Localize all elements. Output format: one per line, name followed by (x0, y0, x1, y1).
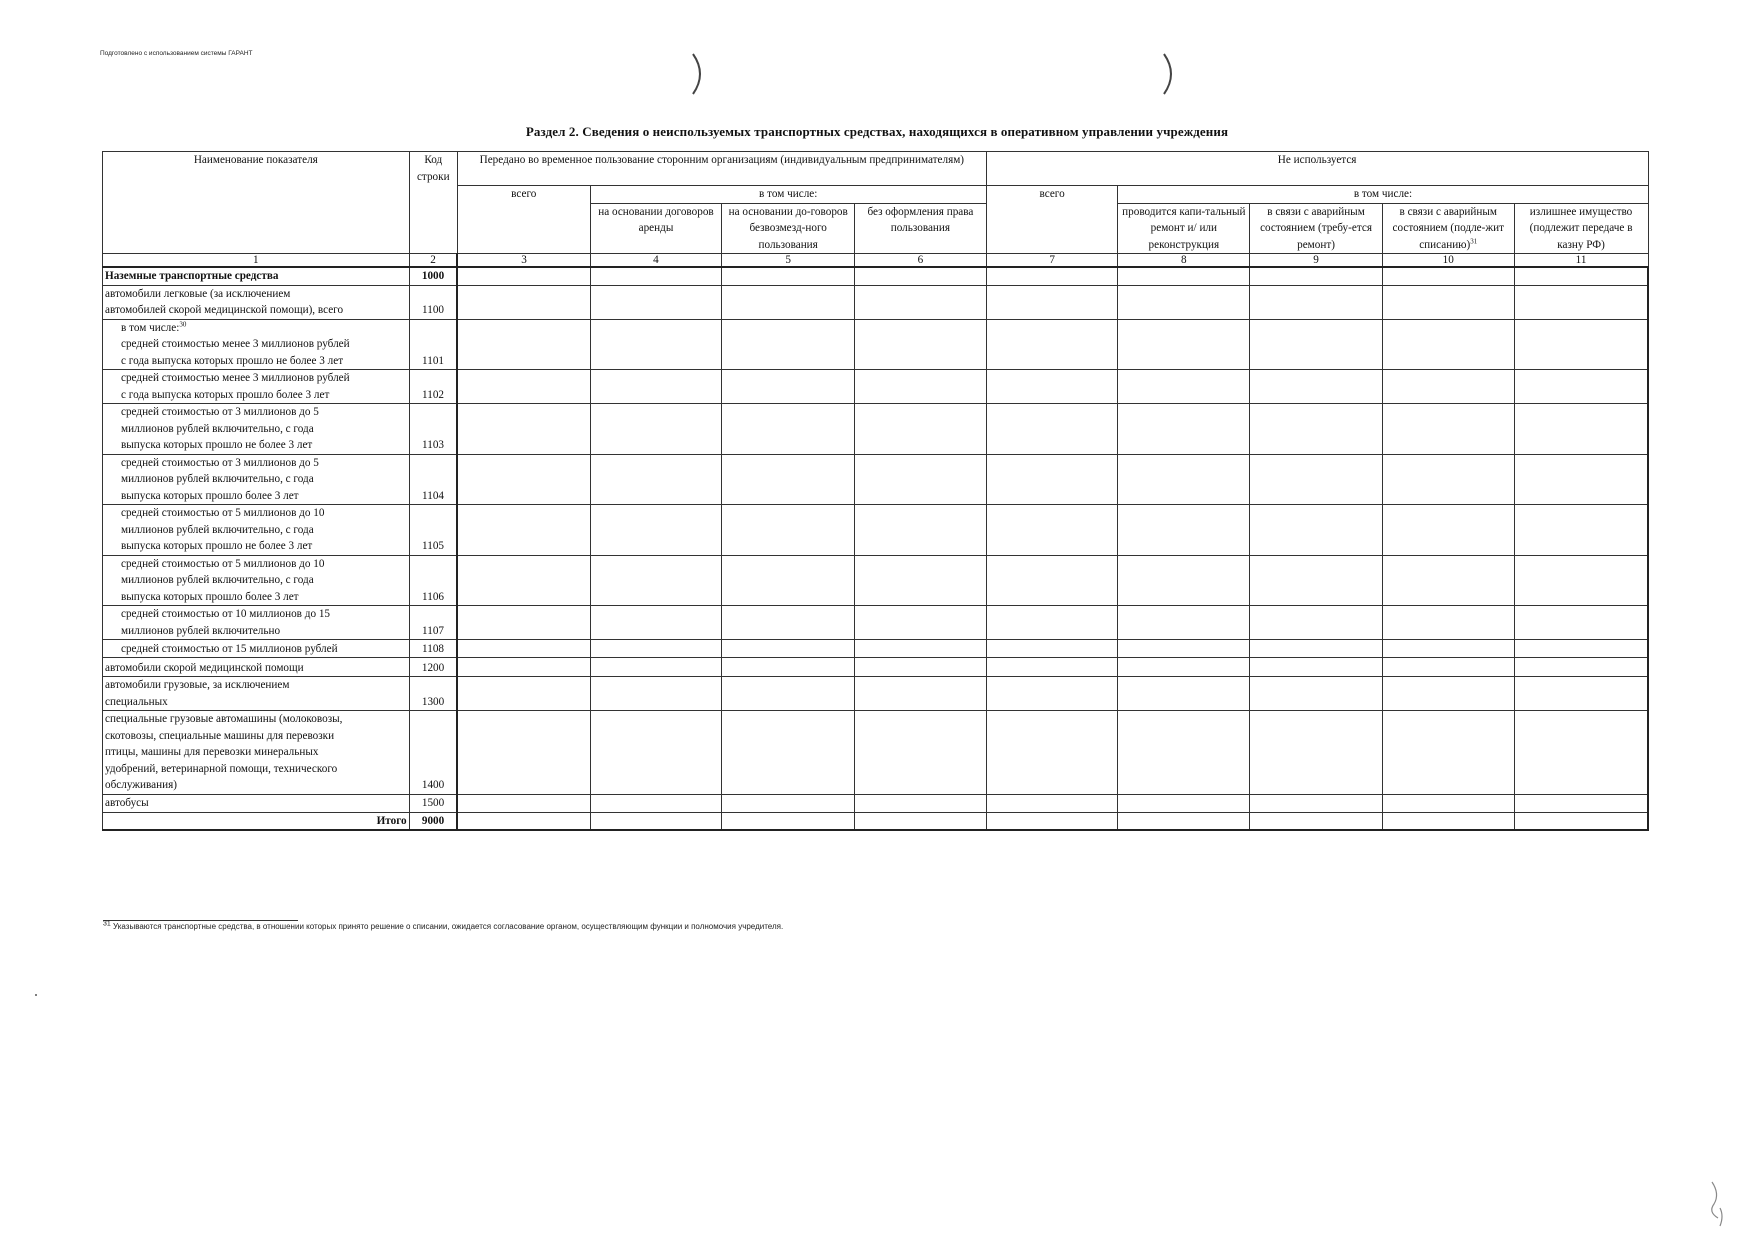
row-name: средней стоимостью от 5 миллионов до 10 миллионов рублей включительно, с года выпуска которых прошло не более 3 лет (103, 505, 410, 556)
value-cell[interactable] (457, 794, 590, 812)
value-cell[interactable] (855, 555, 987, 606)
table-row (103, 285, 1649, 319)
column-number: 3 (457, 254, 590, 268)
value-cell[interactable] (855, 404, 987, 455)
value-cell[interactable] (1118, 267, 1250, 285)
value-cell[interactable] (1382, 454, 1514, 505)
value-cell[interactable] (722, 319, 855, 370)
value-cell[interactable] (590, 319, 722, 370)
value-cell[interactable] (986, 640, 1118, 658)
value-cell[interactable] (1118, 555, 1250, 606)
value-cell[interactable] (1118, 285, 1250, 319)
value-cell[interactable] (457, 658, 590, 677)
value-cell[interactable] (855, 794, 987, 812)
value-cell[interactable] (855, 606, 987, 640)
value-cell[interactable] (1514, 285, 1648, 319)
value-cell[interactable] (1382, 677, 1514, 711)
value-cell[interactable] (1382, 606, 1514, 640)
column-number: 5 (722, 254, 855, 268)
value-cell[interactable] (1250, 404, 1383, 455)
row-code: 1106 (409, 555, 457, 606)
value-cell[interactable] (590, 606, 722, 640)
column-number: 2 (409, 254, 457, 268)
value-cell[interactable] (986, 505, 1118, 556)
value-cell[interactable] (1514, 404, 1648, 455)
table-row (103, 267, 1649, 285)
value-cell[interactable] (1382, 640, 1514, 658)
value-cell[interactable] (722, 658, 855, 677)
column-number: 7 (986, 254, 1118, 268)
value-cell[interactable] (722, 267, 855, 285)
value-cell[interactable] (1382, 505, 1514, 556)
value-cell[interactable] (1118, 711, 1250, 795)
value-cell[interactable] (1382, 794, 1514, 812)
column-number: 11 (1514, 254, 1648, 268)
header-lease: на основании договоров аренды (590, 203, 722, 254)
row-footnote-ref: 30 (179, 319, 187, 328)
header-including-not-used: в том числе: (1118, 186, 1648, 204)
value-cell[interactable] (986, 658, 1118, 677)
value-cell[interactable] (590, 370, 722, 404)
value-cell[interactable] (1250, 454, 1383, 505)
table-row (103, 640, 1649, 658)
row-name: средней стоимостью менее 3 миллионов рублей с года выпуска которых прошло более 3 лет (103, 370, 410, 404)
value-cell[interactable] (986, 285, 1118, 319)
value-cell[interactable] (722, 606, 855, 640)
value-cell[interactable] (457, 711, 590, 795)
value-cell[interactable] (1250, 319, 1383, 370)
footnote-ref: 31 (1470, 236, 1478, 245)
value-cell[interactable] (1250, 370, 1383, 404)
table-row (103, 606, 1649, 640)
column-number: 4 (590, 254, 722, 268)
value-cell[interactable] (986, 370, 1118, 404)
value-cell[interactable] (1118, 677, 1250, 711)
value-cell[interactable] (1250, 505, 1383, 556)
row-name (103, 319, 410, 370)
value-cell[interactable] (855, 812, 987, 830)
value-cell[interactable] (855, 658, 987, 677)
header-including: в том числе: (590, 186, 986, 204)
value-cell[interactable] (1382, 555, 1514, 606)
vehicles-table (102, 151, 1649, 831)
value-cell[interactable] (1118, 319, 1250, 370)
table-row (103, 711, 1649, 795)
header-no-rights: без оформления права пользования (855, 203, 987, 254)
footnote-mark: 31 (103, 920, 111, 928)
value-cell[interactable] (1382, 404, 1514, 455)
punch-hole-mark (1160, 52, 1180, 96)
value-cell[interactable] (1250, 812, 1383, 830)
table-row (103, 404, 1649, 455)
value-cell[interactable] (855, 267, 987, 285)
value-cell[interactable] (1118, 812, 1250, 830)
value-cell[interactable] (590, 267, 722, 285)
column-number: 10 (1382, 254, 1514, 268)
value-cell[interactable] (1250, 285, 1383, 319)
row-name: автомобили грузовые, за исключением специальных (103, 677, 410, 711)
row-name: Наземные транспортные средства (103, 267, 410, 285)
value-cell[interactable] (986, 319, 1118, 370)
value-cell[interactable] (986, 812, 1118, 830)
header-emergency-writeoff (1382, 203, 1514, 254)
value-cell[interactable] (1514, 677, 1648, 711)
value-cell[interactable] (1250, 711, 1383, 795)
table-row (103, 505, 1649, 556)
row-name: средней стоимостью от 3 миллионов до 5 миллионов рублей включительно, с года выпуска которых прошло более 3 лет (103, 454, 410, 505)
value-cell[interactable] (1514, 812, 1648, 830)
header-total: всего (457, 186, 590, 254)
value-cell[interactable] (457, 555, 590, 606)
row-code: 9000 (409, 812, 457, 830)
footnote-text: Указываются транспортные средства, в отношении которых принято решение о списании, ожидается согласование органом, осуществляющим функции и полномочия учредителя. (110, 922, 784, 931)
row-code: 1500 (409, 794, 457, 812)
table-row (103, 658, 1649, 677)
value-cell[interactable] (457, 606, 590, 640)
header-emergency-writeoff-text: в связи с аварийным состоянием (подле-жит списанию) (1392, 205, 1504, 251)
value-cell[interactable] (1514, 319, 1648, 370)
value-cell[interactable] (457, 505, 590, 556)
value-cell[interactable] (457, 267, 590, 285)
value-cell[interactable] (590, 711, 722, 795)
value-cell[interactable] (1250, 267, 1383, 285)
value-cell[interactable] (1514, 658, 1648, 677)
value-cell[interactable] (1118, 606, 1250, 640)
value-cell[interactable] (1118, 505, 1250, 556)
value-cell[interactable] (986, 454, 1118, 505)
section-title: Раздел 2. Сведения о неиспользуемых транспортных средствах, находящихся в оперативном управлении учреждения (525, 124, 1229, 139)
value-cell[interactable] (722, 404, 855, 455)
table-row (103, 319, 1649, 370)
value-cell[interactable] (722, 794, 855, 812)
row-name: Итого (103, 812, 410, 830)
header-not-used: Не используется (986, 152, 1648, 186)
value-cell[interactable] (986, 794, 1118, 812)
value-cell[interactable] (590, 677, 722, 711)
header-surplus: излишнее имущество (подлежит передаче в казну РФ) (1514, 203, 1648, 254)
scan-speck (35, 994, 37, 996)
value-cell[interactable] (855, 319, 987, 370)
value-cell[interactable] (855, 711, 987, 795)
value-cell[interactable] (986, 711, 1118, 795)
row-code: 1107 (409, 606, 457, 640)
row-code: 1101 (409, 319, 457, 370)
value-cell[interactable] (1118, 404, 1250, 455)
value-cell[interactable] (457, 319, 590, 370)
value-cell[interactable] (1514, 454, 1648, 505)
row-name-text: средней стоимостью менее 3 миллионов рублей с года выпуска которых прошло не более 3 лет (121, 338, 350, 367)
value-cell[interactable] (1514, 794, 1648, 812)
row-code: 1200 (409, 658, 457, 677)
value-cell[interactable] (986, 677, 1118, 711)
value-cell[interactable] (457, 677, 590, 711)
value-cell[interactable] (457, 640, 590, 658)
value-cell[interactable] (1250, 640, 1383, 658)
value-cell[interactable] (1514, 711, 1648, 795)
value-cell[interactable] (1382, 658, 1514, 677)
column-number: 6 (855, 254, 987, 268)
row-name: средней стоимостью от 15 миллионов рублей (103, 640, 410, 658)
value-cell[interactable] (1382, 812, 1514, 830)
value-cell[interactable] (457, 812, 590, 830)
header-repair: проводится капи-тальный ремонт и/ или реконструкция (1118, 203, 1250, 254)
value-cell[interactable] (1250, 606, 1383, 640)
value-cell[interactable] (1118, 640, 1250, 658)
value-cell[interactable] (1118, 794, 1250, 812)
value-cell[interactable] (855, 640, 987, 658)
row-code: 1000 (409, 267, 457, 285)
row-name: автомобили скорой медицинской помощи (103, 658, 410, 677)
row-code: 1108 (409, 640, 457, 658)
footnote-divider (103, 920, 298, 921)
footnote (103, 922, 783, 931)
table-row (103, 555, 1649, 606)
value-cell[interactable] (1382, 370, 1514, 404)
value-cell[interactable] (1118, 370, 1250, 404)
value-cell[interactable] (1250, 555, 1383, 606)
row-name: специальные грузовые автомашины (молоковозы, скотовозы, специальные машины для перевозки птицы, машины для перевозки минеральных удобрений, ветеринарной помощи, технического обслуживания) (103, 711, 410, 795)
row-code: 1300 (409, 677, 457, 711)
table-row (103, 812, 1649, 830)
value-cell[interactable] (986, 606, 1118, 640)
value-cell[interactable] (855, 505, 987, 556)
punch-hole-mark (689, 52, 709, 96)
value-cell[interactable] (722, 640, 855, 658)
value-cell[interactable] (722, 812, 855, 830)
header-emergency-repair: в связи с аварийным состоянием (требу-ется ремонт) (1250, 203, 1383, 254)
value-cell[interactable] (855, 285, 987, 319)
value-cell[interactable] (1118, 658, 1250, 677)
row-code: 1103 (409, 404, 457, 455)
value-cell[interactable] (457, 454, 590, 505)
value-cell[interactable] (457, 285, 590, 319)
value-cell[interactable] (722, 285, 855, 319)
header-total-not-used: всего (986, 186, 1118, 254)
value-cell[interactable] (1514, 370, 1648, 404)
value-cell[interactable] (590, 285, 722, 319)
value-cell[interactable] (722, 505, 855, 556)
header-name: Наименование показателя (103, 152, 410, 254)
value-cell[interactable] (590, 404, 722, 455)
handwritten-mark (1706, 1178, 1728, 1230)
value-cell[interactable] (722, 677, 855, 711)
value-cell[interactable] (722, 555, 855, 606)
row-name-text: в том числе: (121, 321, 180, 334)
value-cell[interactable] (590, 505, 722, 556)
value-cell[interactable] (1382, 319, 1514, 370)
column-number: 9 (1250, 254, 1383, 268)
row-name: средней стоимостью от 10 миллионов до 15 миллионов рублей включительно (103, 606, 410, 640)
value-cell[interactable] (986, 555, 1118, 606)
value-cell[interactable] (722, 370, 855, 404)
value-cell[interactable] (1250, 677, 1383, 711)
value-cell[interactable] (1514, 640, 1648, 658)
table-row (103, 370, 1649, 404)
value-cell[interactable] (722, 454, 855, 505)
value-cell[interactable] (722, 711, 855, 795)
value-cell[interactable] (986, 267, 1118, 285)
header-transferred: Передано во временное пользование сторонним организациям (индивидуальным предпринимателям) (457, 152, 986, 186)
row-code: 1105 (409, 505, 457, 556)
value-cell[interactable] (457, 404, 590, 455)
value-cell[interactable] (1514, 267, 1648, 285)
value-cell[interactable] (1382, 267, 1514, 285)
row-code: 1100 (409, 285, 457, 319)
table-row (103, 677, 1649, 711)
value-cell[interactable] (1514, 555, 1648, 606)
value-cell[interactable] (590, 812, 722, 830)
column-numbers-row (103, 254, 1649, 268)
row-code: 1104 (409, 454, 457, 505)
value-cell[interactable] (855, 454, 987, 505)
row-name: автомобили легковые (за исключением автомобилей скорой медицинской помощи), всего (103, 285, 410, 319)
header-code: Код строки (409, 152, 457, 254)
row-name: автобусы (103, 794, 410, 812)
value-cell[interactable] (590, 658, 722, 677)
value-cell[interactable] (1382, 285, 1514, 319)
value-cell[interactable] (590, 794, 722, 812)
value-cell[interactable] (855, 370, 987, 404)
row-name: средней стоимостью от 5 миллионов до 10 миллионов рублей включительно, с года выпуска которых прошло более 3 лет (103, 555, 410, 606)
value-cell[interactable] (590, 640, 722, 658)
row-code: 1400 (409, 711, 457, 795)
value-cell[interactable] (986, 404, 1118, 455)
value-cell[interactable] (457, 370, 590, 404)
column-number: 8 (1118, 254, 1250, 268)
garant-header-note: Подготовлено с использованием системы ГАРАНТ (100, 50, 253, 57)
value-cell[interactable] (1250, 658, 1383, 677)
value-cell[interactable] (1514, 606, 1648, 640)
value-cell[interactable] (590, 555, 722, 606)
header-free-use: на основании до-говоров безвозмезд-ного пользования (722, 203, 855, 254)
value-cell[interactable] (590, 454, 722, 505)
table-row (103, 454, 1649, 505)
value-cell[interactable] (855, 677, 987, 711)
table-row (103, 794, 1649, 812)
row-code: 1102 (409, 370, 457, 404)
value-cell[interactable] (1382, 711, 1514, 795)
column-number: 1 (103, 254, 410, 268)
value-cell[interactable] (1514, 505, 1648, 556)
row-name: средней стоимостью от 3 миллионов до 5 миллионов рублей включительно, с года выпуска которых прошло не более 3 лет (103, 404, 410, 455)
value-cell[interactable] (1250, 794, 1383, 812)
value-cell[interactable] (1118, 454, 1250, 505)
